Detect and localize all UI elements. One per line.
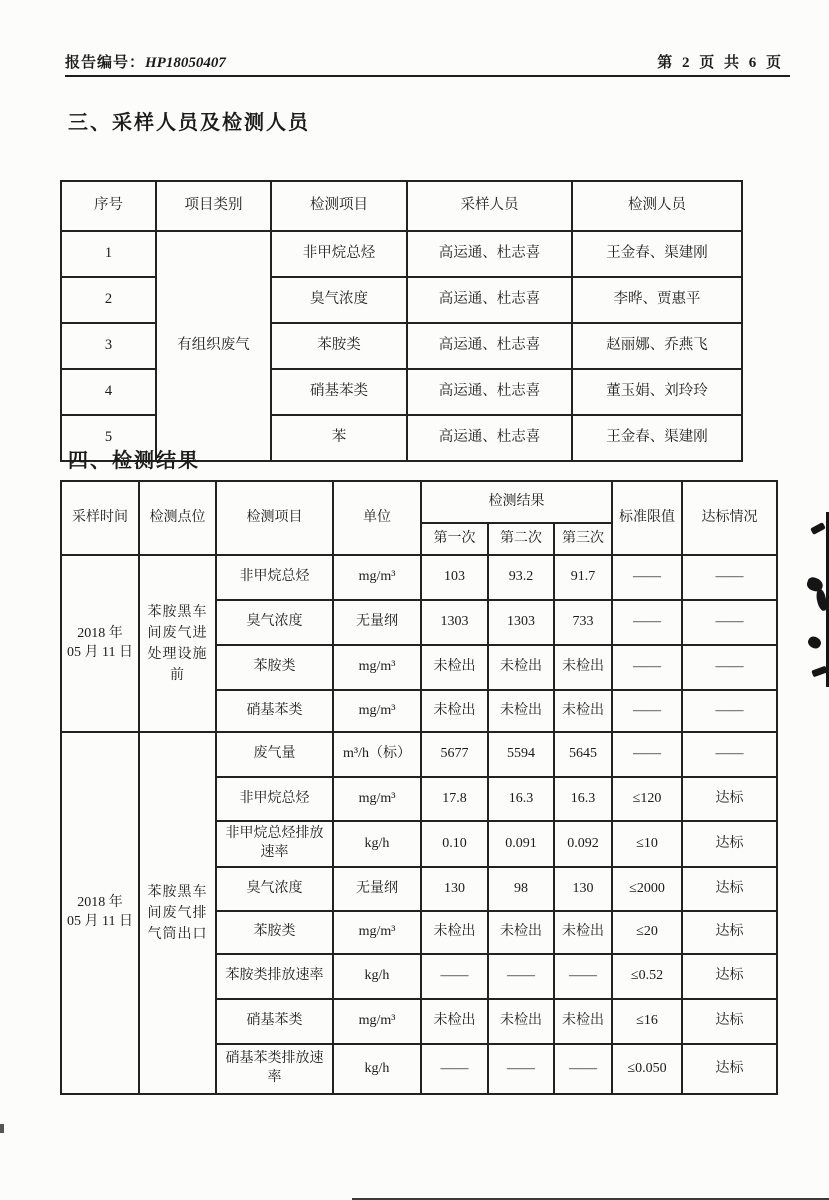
result1-cell: 5677: [421, 732, 488, 777]
limit-cell: ——: [612, 555, 682, 600]
sample-time-cell: [61, 555, 139, 732]
result1-cell: 130: [421, 867, 488, 911]
limit-cell: ≤20: [612, 911, 682, 954]
status-cell: ——: [682, 600, 777, 645]
results-table: [60, 480, 778, 1095]
report-number-label: 报告编号：: [65, 55, 146, 71]
item-cell: 非甲烷总烃: [216, 555, 333, 600]
section4-title: 四、检测结果: [68, 450, 200, 472]
col-header-sampler: 采样人员: [407, 181, 572, 231]
personnel-table: [60, 180, 743, 462]
item-cell: 臭气浓度: [216, 867, 333, 911]
limit-cell: ——: [612, 600, 682, 645]
result3-cell: 未检出: [554, 911, 612, 954]
item-cell: 苯胺类排放速率: [216, 954, 333, 999]
limit-cell: ≤120: [612, 777, 682, 821]
item-cell: 苯胺类: [216, 911, 333, 954]
limit-cell: ≤2000: [612, 867, 682, 911]
item-cell: 硝基苯类: [271, 369, 407, 415]
result3-cell: ——: [554, 1044, 612, 1094]
item-cell: 臭气浓度: [216, 600, 333, 645]
seq-cell: 2: [61, 277, 156, 323]
status-cell: 达标: [682, 954, 777, 999]
result2-cell: 98: [488, 867, 554, 911]
result3-cell: 0.092: [554, 821, 612, 867]
item-cell: 非甲烷总烃: [271, 231, 407, 277]
tester-cell: 赵丽娜、乔燕飞: [572, 323, 742, 369]
result2-cell: 16.3: [488, 777, 554, 821]
sample-time-line2: 05 月 11 日: [67, 914, 133, 929]
item-cell: 苯胺类: [216, 645, 333, 690]
limit-cell: ≤0.52: [612, 954, 682, 999]
tester-cell: 董玉娟、刘玲玲: [572, 369, 742, 415]
category-cell: 有组织废气: [156, 231, 271, 461]
result1-cell: ——: [421, 1044, 488, 1094]
sample-time-line1: 2018 年: [77, 625, 123, 641]
status-cell: 达标: [682, 867, 777, 911]
result2-cell: ——: [488, 954, 554, 999]
col-header-run2: 第二次: [488, 523, 554, 555]
col-header-run1: 第一次: [421, 523, 488, 555]
tester-cell: 李晔、贾惠平: [572, 277, 742, 323]
unit-cell: m³/h（标）: [333, 732, 421, 777]
table-row: [61, 732, 777, 777]
result1-cell: 未检出: [421, 645, 488, 690]
item-cell: 臭气浓度: [271, 277, 407, 323]
status-cell: ——: [682, 645, 777, 690]
tester-cell: 王金春、渠建刚: [572, 415, 742, 461]
col-header-run3: 第三次: [554, 523, 612, 555]
result2-cell: 未检出: [488, 999, 554, 1044]
unit-cell: 无量纲: [333, 867, 421, 911]
result3-cell: ——: [554, 954, 612, 999]
status-cell: 达标: [682, 911, 777, 954]
result3-cell: 未检出: [554, 999, 612, 1044]
report-number: [65, 51, 226, 72]
tester-cell: 王金春、渠建刚: [572, 231, 742, 277]
limit-cell: ≤10: [612, 821, 682, 867]
col-header-point: 检测点位: [139, 481, 216, 555]
result2-cell: 未检出: [488, 911, 554, 954]
status-cell: ——: [682, 732, 777, 777]
item-cell: 硝基苯类排放速率: [216, 1044, 333, 1094]
unit-cell: kg/h: [333, 954, 421, 999]
result2-cell: 1303: [488, 600, 554, 645]
col-header-item: 检测项目: [216, 481, 333, 555]
limit-cell: ——: [612, 645, 682, 690]
result3-cell: 16.3: [554, 777, 612, 821]
item-cell: 苯: [271, 415, 407, 461]
result1-cell: ——: [421, 954, 488, 999]
limit-cell: ——: [612, 732, 682, 777]
status-cell: 达标: [682, 777, 777, 821]
result1-cell: 1303: [421, 600, 488, 645]
sample-point-cell: 苯胺黑车间废气进处理设施前: [139, 555, 216, 732]
limit-cell: ≤0.050: [612, 1044, 682, 1094]
sample-point-cell: 苯胺黑车间废气排气筒出口: [139, 732, 216, 1094]
col-header-tester: 检测人员: [572, 181, 742, 231]
col-header-limit: 标准限值: [612, 481, 682, 555]
col-header-results: 检测结果: [421, 481, 612, 523]
col-header-category: 项目类别: [156, 181, 271, 231]
sampler-cell: 高运通、杜志喜: [407, 415, 572, 461]
sampler-cell: 高运通、杜志喜: [407, 231, 572, 277]
item-cell: 硝基苯类: [216, 690, 333, 732]
sampler-cell: 高运通、杜志喜: [407, 323, 572, 369]
status-cell: ——: [682, 690, 777, 732]
status-cell: 达标: [682, 1044, 777, 1094]
result2-cell: 93.2: [488, 555, 554, 600]
result3-cell: 未检出: [554, 690, 612, 732]
result3-cell: 5645: [554, 732, 612, 777]
result2-cell: 未检出: [488, 645, 554, 690]
result3-cell: 130: [554, 867, 612, 911]
limit-cell: ≤16: [612, 999, 682, 1044]
scan-artifact: [806, 634, 823, 650]
limit-cell: ——: [612, 690, 682, 732]
result1-cell: 17.8: [421, 777, 488, 821]
personnel-table-header-row: [61, 181, 742, 231]
sample-time-line2: 05 月 11 日: [67, 644, 133, 660]
unit-cell: kg/h: [333, 821, 421, 867]
unit-cell: mg/m³: [333, 555, 421, 600]
col-header-time: 采样时间: [61, 481, 139, 555]
unit-cell: mg/m³: [333, 777, 421, 821]
col-header-status: 达标情况: [682, 481, 777, 555]
col-header-item: 检测项目: [271, 181, 407, 231]
unit-cell: mg/m³: [333, 911, 421, 954]
result2-cell: ——: [488, 1044, 554, 1094]
result1-cell: 0.10: [421, 821, 488, 867]
item-cell: 非甲烷总烃: [216, 777, 333, 821]
unit-cell: kg/h: [333, 1044, 421, 1094]
scan-artifact: [810, 522, 826, 535]
page-indicator: 第 2 页 共 6 页: [657, 55, 784, 71]
result1-cell: 未检出: [421, 690, 488, 732]
unit-cell: mg/m³: [333, 645, 421, 690]
unit-cell: mg/m³: [333, 999, 421, 1044]
sample-time-line1: 2018 年: [77, 895, 123, 911]
seq-cell: 1: [61, 231, 156, 277]
sampler-cell: 高运通、杜志喜: [407, 369, 572, 415]
result1-cell: 未检出: [421, 911, 488, 954]
status-cell: ——: [682, 555, 777, 600]
section3-title: 三、采样人员及检测人员: [68, 112, 310, 134]
seq-cell: 4: [61, 369, 156, 415]
result2-cell: 0.091: [488, 821, 554, 867]
seq-cell: 5: [61, 415, 156, 461]
result3-cell: 91.7: [554, 555, 612, 600]
scan-artifact: [0, 1124, 4, 1133]
result1-cell: 103: [421, 555, 488, 600]
item-cell: 非甲烷总烃排放速率: [216, 821, 333, 867]
result2-cell: 5594: [488, 732, 554, 777]
status-cell: 达标: [682, 999, 777, 1044]
header-rule: [65, 75, 790, 77]
result1-cell: 未检出: [421, 999, 488, 1044]
unit-cell: 无量纲: [333, 600, 421, 645]
result3-cell: 733: [554, 600, 612, 645]
result2-cell: 未检出: [488, 690, 554, 732]
results-header-row-1: [61, 481, 777, 523]
col-header-unit: 单位: [333, 481, 421, 555]
sample-time-cell: [61, 732, 139, 1094]
report-number-value: HP18050407: [145, 55, 226, 71]
item-cell: 硝基苯类: [216, 999, 333, 1044]
item-cell: 苯胺类: [271, 323, 407, 369]
item-cell: 废气量: [216, 732, 333, 777]
col-header-seq: 序号: [61, 181, 156, 231]
table-row: [61, 555, 777, 600]
result3-cell: 未检出: [554, 645, 612, 690]
seq-cell: 3: [61, 323, 156, 369]
table-row: [61, 231, 742, 277]
status-cell: 达标: [682, 821, 777, 867]
sampler-cell: 高运通、杜志喜: [407, 277, 572, 323]
unit-cell: mg/m³: [333, 690, 421, 732]
